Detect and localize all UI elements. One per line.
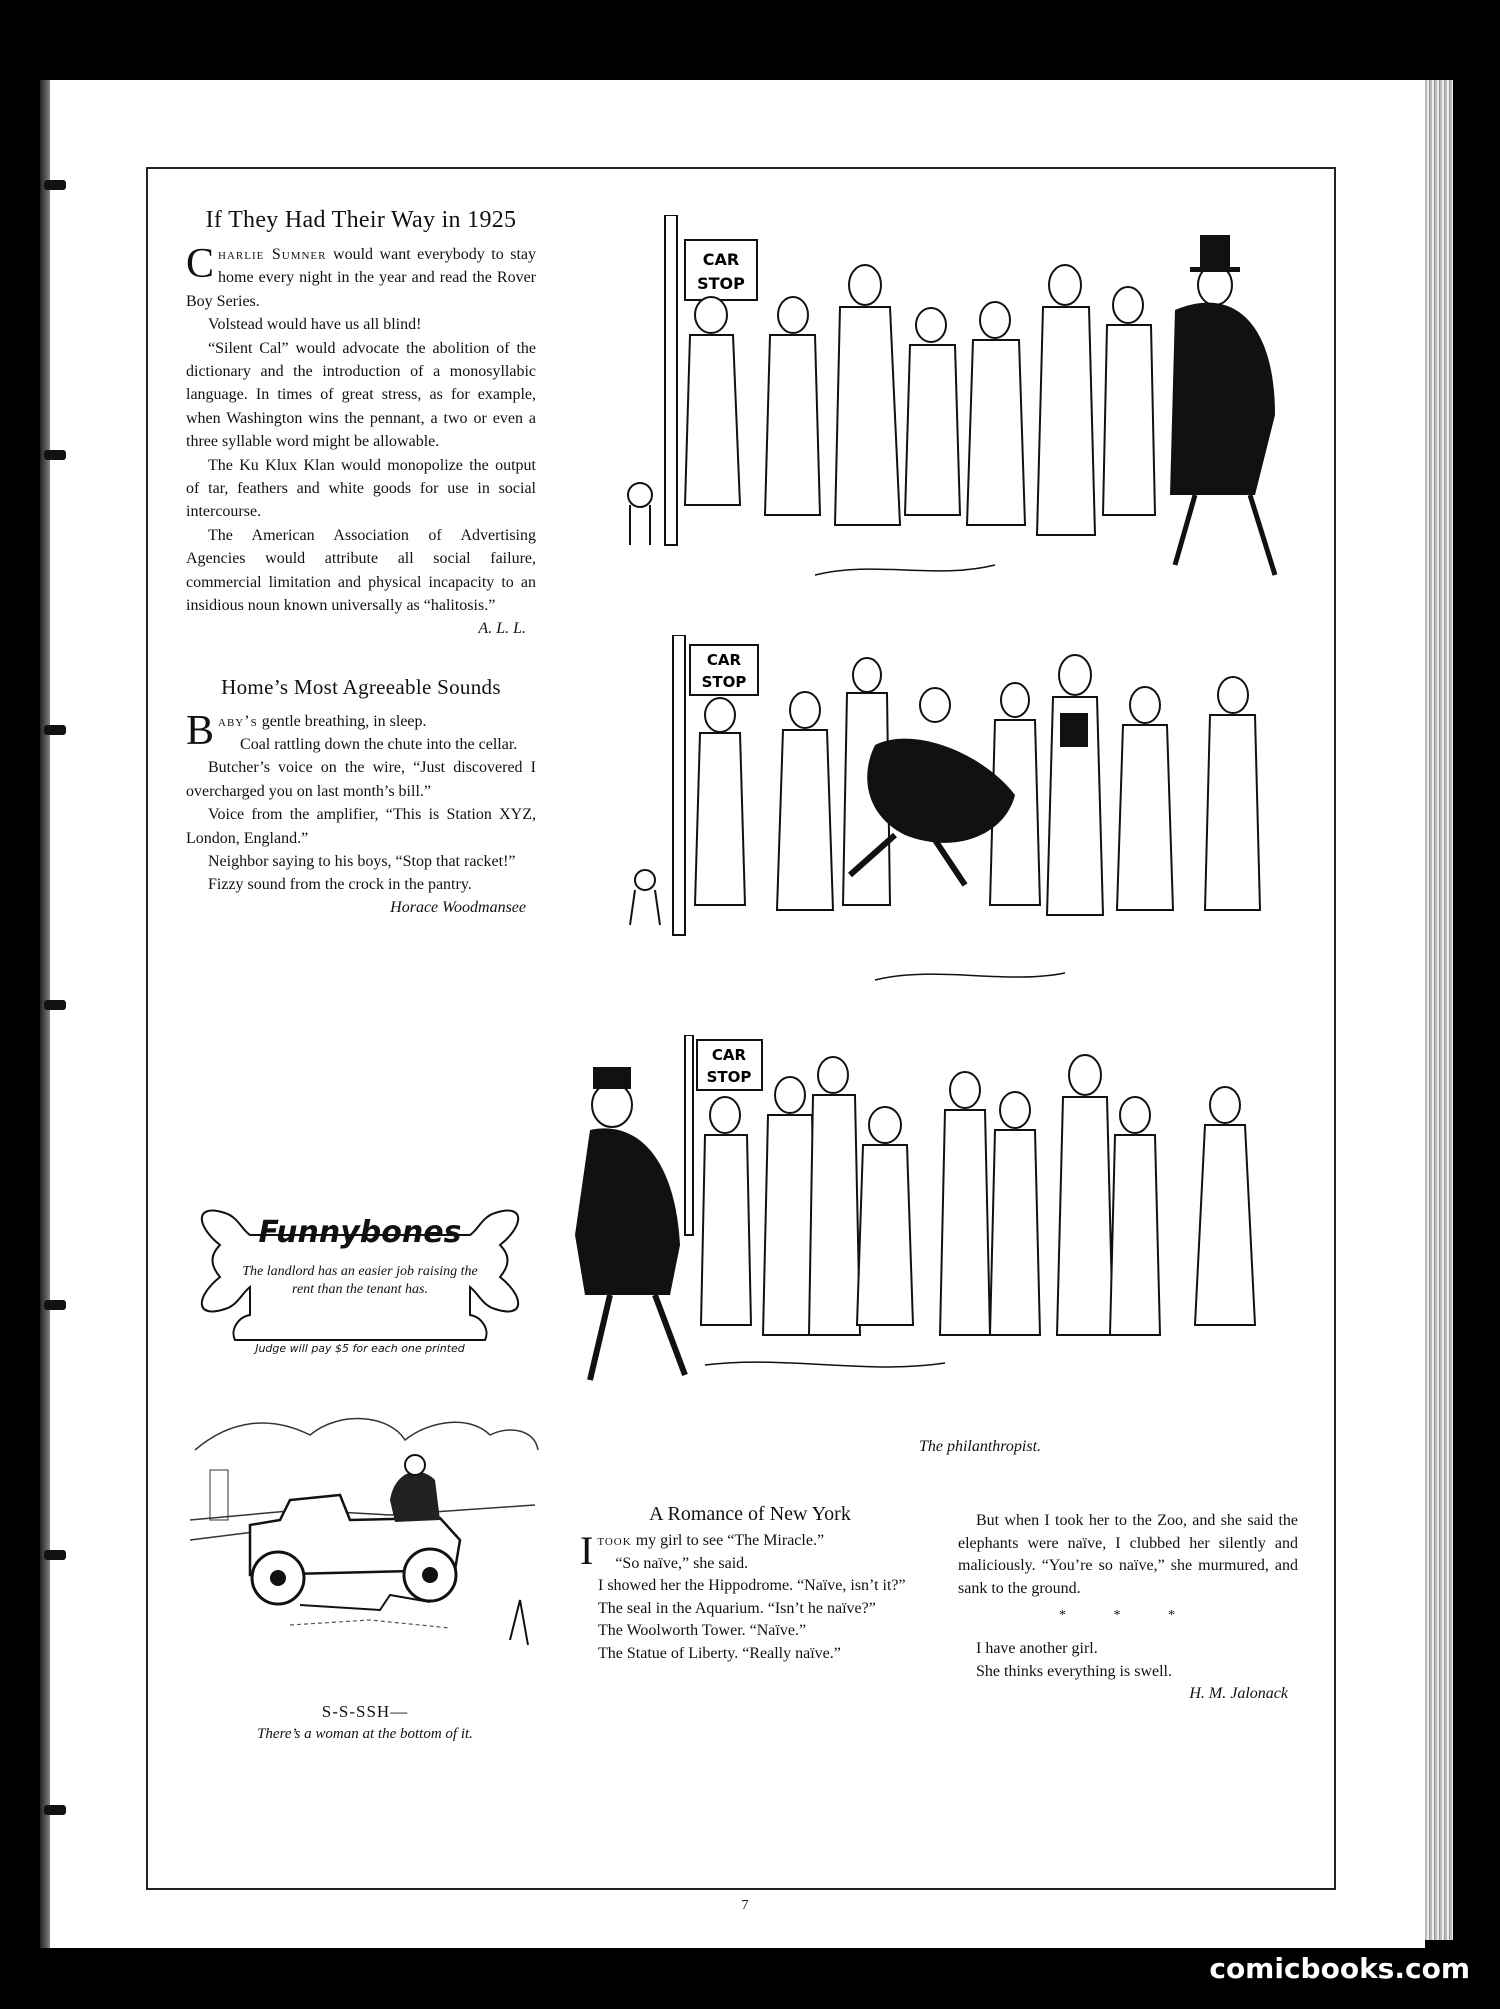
article-paragraph: “Silent Cal” would advocate the abolition of the dictionary and the introduction of a monosyllabic language. In times of great stress, as for example, when Washington wins the pennant, a two or even a three syllable word might be allowable. xyxy=(186,339,536,451)
paragraph-text: my girl to see “The Miracle.” xyxy=(631,1532,825,1549)
article-title: Home’s Most Agreeable Sounds xyxy=(221,674,501,699)
sign-text: STOP xyxy=(701,673,747,691)
sign-text: STOP xyxy=(706,1068,752,1086)
article-paragraph xyxy=(186,243,536,313)
paragraph-text: would want everybody to stay home every night in the year and read the Rover Boy Series. xyxy=(186,246,536,310)
lead-in: harlie Sumner xyxy=(218,246,327,263)
article-paragraph: “So naïve,” she said. xyxy=(615,1554,749,1572)
page-edges xyxy=(1425,80,1453,1940)
article-paragraph: Volstead would have us all blind! xyxy=(208,316,422,334)
drop-cap: I xyxy=(580,1528,594,1573)
binding-clip xyxy=(44,1300,66,1310)
paragraph-text: gentle breathing, in sleep. xyxy=(257,712,427,730)
binding-clip xyxy=(44,180,66,190)
sketch-title: S-S-SSH— xyxy=(321,1702,409,1721)
binding-clip xyxy=(44,1805,66,1815)
sign-text: CAR xyxy=(702,250,740,269)
cartoon-panel-3 xyxy=(565,1035,1285,1415)
article-paragraph: Fizzy sound from the crock in the pantry. xyxy=(208,876,472,894)
article-paragraph: Neighbor saying to his boys, “Stop that racket!” xyxy=(208,852,516,870)
article-paragraph: The American Association of Advertising Agencies would attribute all social failure, commercial limitation and physical incapacity to an insidious noun known universally as “halitosis.” xyxy=(186,526,536,615)
drop-cap: C xyxy=(186,241,215,287)
article-paragraph: The Woolworth Tower. “Naïve.” xyxy=(598,1622,807,1639)
binding-clip xyxy=(44,450,66,460)
article-body xyxy=(186,243,536,638)
article-paragraph: The seal in the Aquarium. “Isn’t he naïve?” xyxy=(598,1599,876,1617)
binding-clip xyxy=(44,1000,66,1010)
funnybones-footer: Judge will pay $5 for each one printed xyxy=(255,1342,465,1355)
cartoon-caption: The philanthropist. xyxy=(918,1438,1042,1455)
binding-clip xyxy=(44,1550,66,1560)
sign-text: CAR xyxy=(706,651,742,669)
article-signature: Horace Woodmansee xyxy=(390,898,526,916)
article-paragraph: Coal rattling down the chute into the cellar. xyxy=(240,735,518,753)
drop-cap: B xyxy=(186,707,215,754)
article-title: A Romance of New York xyxy=(649,1503,851,1525)
page-number: 7 xyxy=(741,1898,749,1913)
funnybones-box xyxy=(190,1205,530,1365)
article-signature: A. L. L. xyxy=(478,619,526,637)
cartoon-panel-2 xyxy=(605,635,1295,995)
sign-text: STOP xyxy=(697,274,745,293)
funnybones-joke: The landlord has an easier job raising the rent than the tenant has. xyxy=(242,1264,478,1297)
section-break: * * * xyxy=(1059,1608,1197,1623)
article-signature: H. M. Jalonack xyxy=(1189,1685,1288,1702)
article-paragraph: I have another girl. xyxy=(976,1640,1098,1657)
watermark-text: comicbooks.com xyxy=(1209,1952,1470,1985)
article-paragraph: But when I took her to the Zoo, and she said the elephants were naïve, I clubbed her silently and maliciously. “You’re so naïve,” she murmured, and sank to the ground. xyxy=(958,1512,1298,1597)
article-paragraph: I showed her the Hippodrome. “Naïve, isn’t it?” xyxy=(598,1577,906,1594)
article-body xyxy=(186,707,536,917)
article-paragraph: Butcher’s voice on the wire, “Just discovered I overcharged you on last month’s bill.” xyxy=(186,759,536,800)
romance-column-2 xyxy=(958,1510,1298,1703)
car-sketch-illustration xyxy=(190,1410,540,1680)
lead-in: aby’s xyxy=(218,712,258,730)
sketch-caption: There’s a woman at the bottom of it. xyxy=(257,1726,473,1742)
funnybones-title: Funnybones xyxy=(258,1215,462,1250)
article-paragraph: She thinks everything is swell. xyxy=(976,1662,1172,1680)
article-title: If They Had Their Way in 1925 xyxy=(205,207,517,233)
binding-clip xyxy=(44,725,66,735)
article-paragraph: Voice from the amplifier, “This is Station XYZ, London, England.” xyxy=(186,806,536,847)
article-paragraph: The Statue of Liberty. “Really naïve.” xyxy=(598,1644,841,1662)
sign-text: CAR xyxy=(711,1046,747,1064)
lead-in: took xyxy=(597,1532,632,1549)
cartoon-panel-1 xyxy=(615,215,1315,595)
romance-column-1 xyxy=(580,1503,920,1665)
left-column xyxy=(186,205,536,917)
article-paragraph: The Ku Klux Klan would monopolize the output of tar, feathers and white goods for use in social intercourse. xyxy=(186,456,536,521)
